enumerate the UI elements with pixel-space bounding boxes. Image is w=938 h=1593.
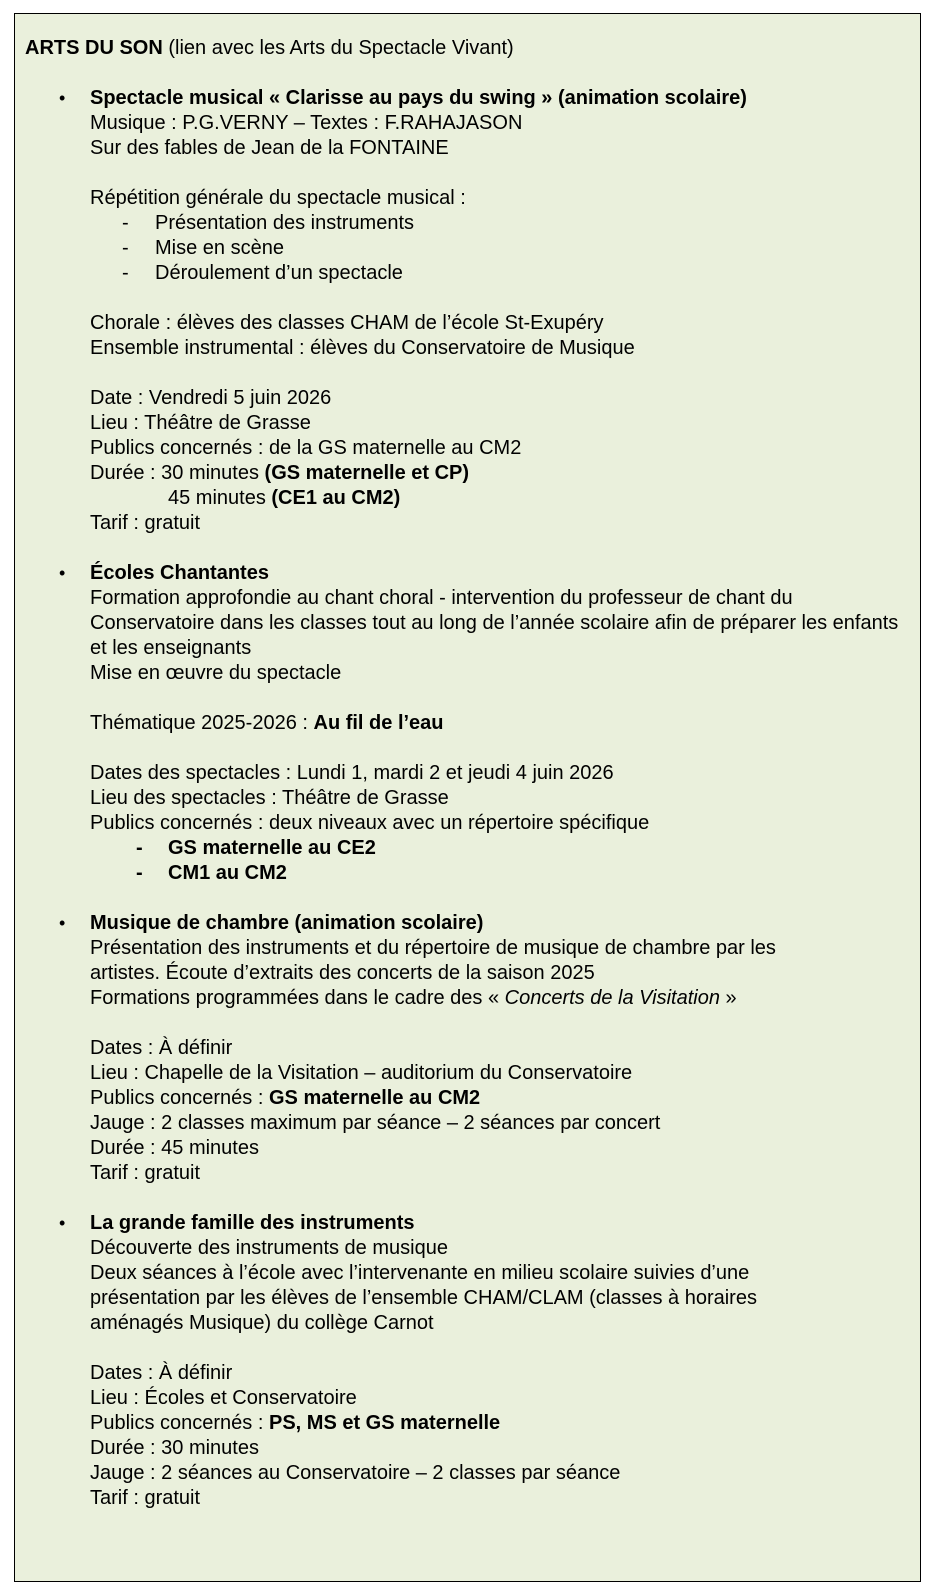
- programme: Formations programmées dans le cadre des « Concerts de la Visitation »: [90, 987, 737, 1009]
- dates: Dates : À définir: [90, 1037, 233, 1059]
- capacity: Jauge : 2 séances au Conservatoire – 2 classes par séance: [90, 1462, 621, 1484]
- audience: Publics concernés : deux niveaux avec un répertoire spécifique: [90, 812, 650, 834]
- list-item: - GS maternelle au CE2: [136, 837, 376, 859]
- show-note: Mise en œuvre du spectacle: [90, 662, 342, 684]
- heading-subtitle: (lien avec les Arts du Spectacle Vivant): [168, 37, 514, 59]
- list-item: - CM1 au CM2: [136, 862, 287, 884]
- fee: Tarif : gratuit: [90, 1487, 201, 1509]
- description: Deux séances à l’école avec l’intervenante en milieu scolaire suivies d’une présentation par les élèves de l’ensemble CHAM/CLAM (classes à horaires aménagés Musique) du collège Carnot: [90, 1262, 757, 1334]
- bullet-icon: •: [59, 88, 66, 108]
- dash-icon: -: [136, 837, 143, 859]
- activity-title: Spectacle musical « Clarisse au pays du swing » (animation scolaire): [90, 87, 747, 109]
- list-item: - Présentation des instruments: [122, 212, 415, 234]
- choir: Chorale : élèves des classes CHAM de l’école St-Exupéry: [90, 312, 604, 334]
- activity-grande-famille-instruments: [25, 1211, 920, 1511]
- theme: Thématique 2025-2026 : Au fil de l’eau: [90, 712, 444, 734]
- fee: Tarif : gratuit: [90, 512, 201, 534]
- dash-icon: -: [122, 237, 129, 259]
- content-box: [14, 13, 921, 1582]
- bullet-icon: •: [59, 563, 66, 583]
- activity-spectacle-musical: [25, 86, 920, 536]
- activity-title: La grande famille des instruments: [90, 1212, 415, 1234]
- section-heading: [25, 36, 920, 61]
- list-item: - Mise en scène: [122, 237, 284, 259]
- activity-musique-de-chambre: [25, 911, 920, 1186]
- audience: Publics concernés : PS, MS et GS maternelle: [90, 1412, 501, 1434]
- description: Formation approfondie au chant choral - intervention du professeur de chant du Conservatoire dans les classes tout au long de l’année scolaire afin de préparer les enfants et les enseignants: [90, 587, 899, 659]
- bullet-icon: •: [59, 913, 66, 933]
- intro: Découverte des instruments de musique: [90, 1237, 448, 1259]
- place: Lieu des spectacles : Théâtre de Grasse: [90, 787, 449, 809]
- activity-title: Écoles Chantantes: [90, 562, 269, 584]
- credits: Musique : P.G.VERNY – Textes : F.RAHAJASON: [90, 112, 523, 134]
- duration: Durée : 45 minutes: [90, 1137, 259, 1159]
- list-item: - Déroulement d’un spectacle: [122, 262, 403, 284]
- activity-ecoles-chantantes: [25, 561, 920, 886]
- fables-note: Sur des fables de Jean de la FONTAINE: [90, 137, 449, 159]
- activity-title: Musique de chambre (animation scolaire): [90, 912, 484, 934]
- place: Lieu : Théâtre de Grasse: [90, 412, 311, 434]
- dates: Dates des spectacles : Lundi 1, mardi 2 et jeudi 4 juin 2026: [90, 762, 614, 784]
- audience: Publics concernés : GS maternelle au CM2: [90, 1087, 481, 1109]
- description: Présentation des instruments et du répertoire de musique de chambre par les artistes. Écoute d’extraits des concerts de la saison 2025: [90, 937, 776, 984]
- capacity: Jauge : 2 classes maximum par séance – 2 séances par concert: [90, 1112, 661, 1134]
- dash-icon: -: [122, 212, 129, 234]
- ensemble: Ensemble instrumental : élèves du Conservatoire de Musique: [90, 337, 635, 359]
- dash-icon: -: [136, 862, 143, 884]
- bullet-icon: •: [59, 1213, 66, 1233]
- rehearsal-label: Répétition générale du spectacle musical :: [90, 187, 466, 209]
- heading-title: ARTS DU SON: [25, 37, 163, 59]
- date: Date : Vendredi 5 juin 2026: [90, 387, 332, 409]
- audience: Publics concernés : de la GS maternelle au CM2: [90, 437, 522, 459]
- dash-icon: -: [122, 262, 129, 284]
- duration: Durée : 30 minutes: [90, 1437, 259, 1459]
- dates: Dates : À définir: [90, 1362, 233, 1384]
- duration-2: 45 minutes (CE1 au CM2): [168, 487, 401, 509]
- fee: Tarif : gratuit: [90, 1162, 201, 1184]
- place: Lieu : Écoles et Conservatoire: [90, 1387, 357, 1409]
- place: Lieu : Chapelle de la Visitation – auditorium du Conservatoire: [90, 1062, 633, 1084]
- duration-1: Durée : 30 minutes (GS maternelle et CP): [90, 462, 470, 484]
